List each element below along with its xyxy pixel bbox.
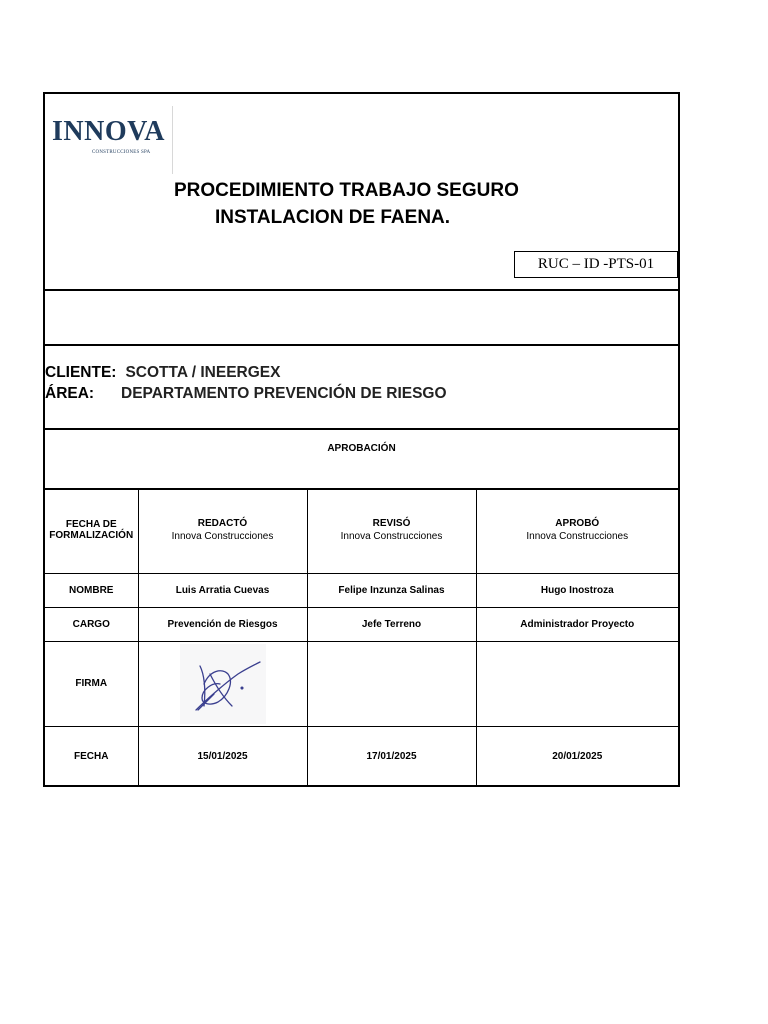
logo-wordmark: INNOVA: [52, 116, 165, 147]
area-label: ÁREA:: [45, 385, 95, 402]
approved-by-name: Hugo Inostroza: [476, 573, 678, 607]
reviewed-by-signature-cell: [307, 641, 476, 726]
date-row-label: FECHA: [45, 726, 138, 786]
approved-date: 20/01/2025: [476, 726, 678, 786]
area-value: DEPARTAMENTO PREVENCIÓN DE RIESGO: [121, 385, 447, 402]
position-row-label: CARGO: [45, 607, 138, 641]
reviewed-by-name: Felipe Inzunza Salinas: [307, 573, 476, 607]
client-line: [45, 364, 280, 382]
column-company: Innova Construcciones: [526, 531, 629, 543]
drafted-by-name: Luis Arratia Cuevas: [138, 573, 307, 607]
drafted-by-position: Prevención de Riesgos: [138, 607, 307, 641]
handwritten-signature: [180, 644, 266, 724]
client-label: CLIENTE:: [45, 364, 117, 381]
signature-row: [45, 641, 678, 726]
document-title-line-1: PROCEDIMIENTO TRABAJO SEGURO: [174, 180, 519, 201]
column-role: REVISÓ: [372, 518, 411, 530]
reviewed-date: 17/01/2025: [307, 726, 476, 786]
signature-icon: [180, 644, 266, 724]
name-row-label: NOMBRE: [45, 573, 138, 607]
approval-header-row: [45, 488, 678, 573]
approval-table: [45, 488, 678, 786]
blank-section: [45, 289, 678, 346]
document-code: RUC – ID -PTS-01: [514, 251, 678, 278]
area-line: [45, 385, 447, 403]
approval-title: APROBACIÓN: [327, 443, 396, 454]
approved-by-signature-cell: [476, 641, 678, 726]
reviewed-by-position: Jefe Terreno: [307, 607, 476, 641]
company-logo: [52, 106, 173, 174]
document-frame: [43, 92, 680, 787]
column-role: APROBÓ: [555, 518, 600, 530]
logo-tagline: CONSTRUCCIONES SPA: [92, 150, 151, 155]
column-company: Innova Construcciones: [171, 531, 274, 543]
approved-by-position: Administrador Proyecto: [476, 607, 678, 641]
column-header-drafted: [138, 488, 307, 573]
name-row: [45, 573, 678, 607]
document-title-line-2: INSTALACION DE FAENA.: [215, 207, 451, 228]
drafted-by-signature-cell: [138, 641, 307, 726]
client-value: SCOTTA / INEERGEX: [125, 364, 281, 381]
column-header-approved: [476, 488, 678, 573]
document-header: [45, 94, 678, 291]
signature-row-label: FIRMA: [45, 641, 138, 726]
date-row: [45, 726, 678, 786]
column-role: REDACTÓ: [197, 518, 248, 530]
column-company: Innova Construcciones: [340, 531, 443, 543]
column-header-reviewed: [307, 488, 476, 573]
approval-title-section: [45, 428, 678, 490]
client-section: [45, 344, 678, 430]
formalization-date-header: FECHA DE FORMALIZACIÓN: [45, 488, 138, 573]
position-row: [45, 607, 678, 641]
drafted-date: 15/01/2025: [138, 726, 307, 786]
